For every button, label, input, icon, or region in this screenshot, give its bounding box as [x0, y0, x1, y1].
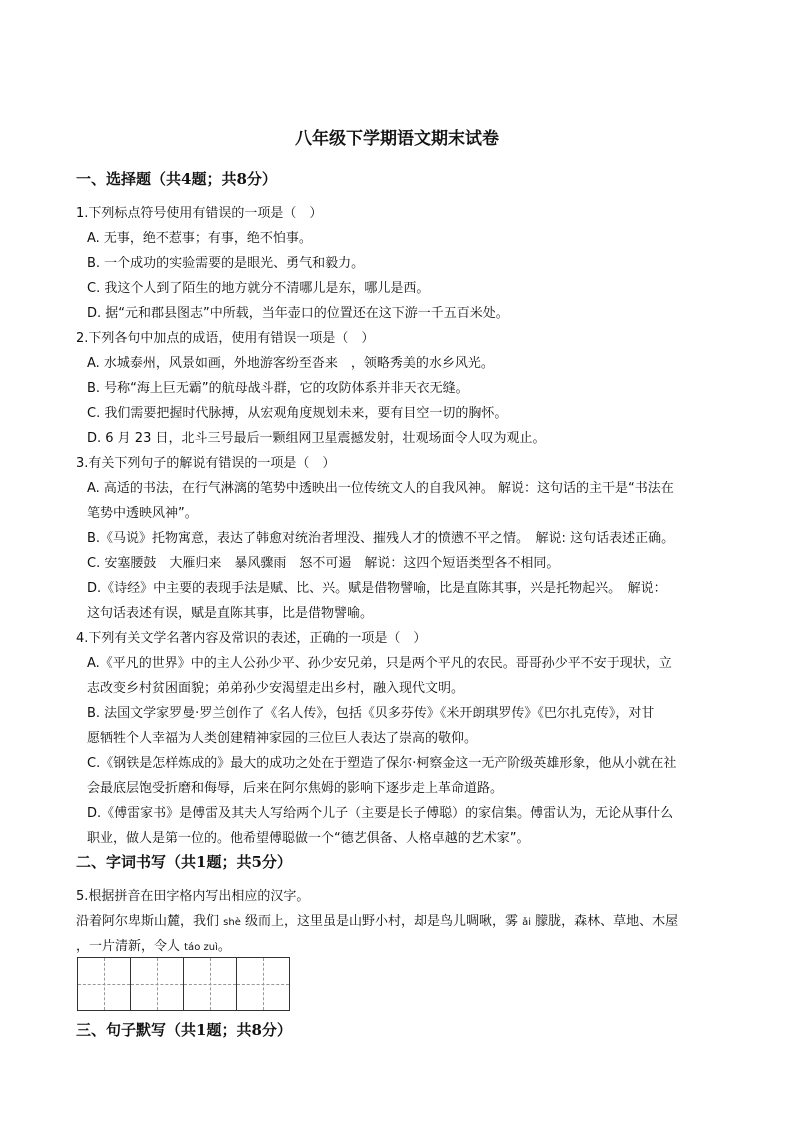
question-3-option-b: B.《马说》托物寓意，表达了韩愈对统治者埋没、摧残人才的愤懑不平之情。 解说: 这句话表述正确。	[87, 531, 675, 546]
question-4-option-b: B. 法国文学家罗曼·罗兰创作了《名人传》，包括《贝多芬传》《米开朗琪罗传》《巴尔扎克传》，对甘	[87, 706, 655, 721]
passage-text: 沿着阿尔卑斯山麓，我们	[76, 914, 224, 929]
passage-text: 级而上，这里虽是山野小村，却是鸟儿啁啾，雾	[240, 914, 523, 929]
question-1-option-c: C. 我这个人到了陌生的地方就分不清哪儿是东，哪儿是西。	[87, 281, 430, 296]
question-4-option-b-cont: 愿牺牲个人幸福为人类创建精神家园的三位巨人表达了崇高的敬仰。	[87, 731, 478, 746]
question-5-passage-line-1	[76, 910, 678, 929]
question-4-option-c-cont: 会最底层饱受折磨和侮辱，后来在阿尔焦姆的影响下逐步走上革命道路。	[87, 781, 504, 796]
tianzige-cell[interactable]	[130, 957, 184, 1011]
question-2-option-c: C. 我们需要把握时代脉搏，从宏观角度规划未来，要有目空一切的胸怀。	[87, 406, 508, 421]
question-3-stem: 3.有关下列句子的解说有错误的一项是（ ）	[76, 456, 336, 471]
question-1-option-b: B. 一个成功的实验需要的是眼光、勇气和毅力。	[87, 256, 365, 271]
question-1-stem: 1.下列标点符号使用有错误的一项是（ ）	[76, 206, 323, 221]
question-4-option-a-cont: 志改变乡村贫困面貌；弟弟孙少安渴望走出乡村，融入现代文明。	[87, 681, 465, 696]
question-1-option-d: D. 据“元和郡县图志”中所载，当年壶口的位置还在这下游一千五百米处。	[87, 306, 509, 321]
passage-text: 。	[217, 939, 231, 954]
question-4-option-d-cont: 职业，做人是第一位的。他希望傅聪做一个“德艺俱备、人格卓越的艺术家”。	[87, 831, 530, 846]
question-5-passage-line-2	[76, 935, 231, 954]
question-2-option-b: B. 号称“海上巨无霸”的航母战斗群，它的攻防体系并非天衣无缝。	[87, 381, 469, 396]
question-3-option-a: A. 高适的书法，在行气淋漓的笔势中透映出一位传统文人的自我风神。 解说：这句话的主干是“书法在	[87, 481, 674, 496]
pinyin-she: shè	[223, 917, 241, 928]
passage-text: ，一片清新，令人	[76, 939, 185, 954]
pinyin-taozui: táo zuì	[184, 942, 218, 953]
question-1-option-a: A. 无事，绝不惹事；有事，绝不怕事。	[87, 231, 312, 246]
passage-text: 朦胧，森林、草地、木屋	[531, 914, 679, 929]
tianzige-cell[interactable]	[77, 957, 131, 1011]
question-4-stem: 4.下列有关文学名著内容及常识的表述，正确的一项是（ ）	[76, 631, 427, 646]
tianzige-cell[interactable]	[236, 957, 290, 1011]
question-4-option-c: C.《钢铁是怎样炼成的》最大的成功之处在于塑造了保尔·柯察金这一无产阶级英雄形象，他从小就在社	[87, 756, 677, 771]
section-heading-writing: 二、字词书写（共1题；共5分）	[76, 853, 292, 871]
question-4-option-d: D.《傅雷家书》是傅雷及其夫人写给两个儿子（主要是长子傅聪）的家信集。傅雷认为，无论从事什么	[87, 806, 674, 821]
question-2-stem: 2.下列各句中加点的成语，使用有错误一项是（ ）	[76, 331, 375, 346]
question-3-option-d: D.《诗经》中主要的表现手法是赋、比、兴。赋是借物譬喻，比是直陈其事，兴是托物起兴。 解说：	[87, 581, 667, 596]
question-2-option-d: D. 6 月 23 日，北斗三号最后一颗组网卫星震撼发射，壮观场面令人叹为观止。	[87, 431, 546, 446]
question-2-option-a: A. 水城泰州，风景如画，外地游客纷至沓来 ，领略秀美的水乡风光。	[87, 356, 494, 371]
section-heading-dictation: 三、句子默写（共1题；共8分）	[76, 1021, 292, 1039]
pinyin-ai: ǎi	[522, 917, 532, 928]
tianzige-grid	[77, 957, 289, 1011]
question-4-option-a: A.《平凡的世界》中的主人公孙少平、孙少安兄弟，只是两个平凡的农民。哥哥孙少平不安于现状，立	[87, 656, 672, 671]
question-3-option-a-cont: 笔势中透映风神”。	[87, 506, 198, 521]
page-title: 八年级下学期语文期末试卷	[295, 129, 499, 149]
question-5-stem: 5.根据拼音在田字格内写出相应的汉字。	[76, 889, 310, 904]
question-3-option-c: C. 安塞腰鼓 大雁归来 暴风骤雨 怒不可遏 解说：这四个短语类型各不相同。	[87, 556, 560, 571]
question-3-option-d-cont: 这句话表述有误，赋是直陈其事，比是借物譬喻。	[87, 606, 374, 621]
section-heading-choice: 一、选择题（共4题；共8分）	[76, 170, 277, 188]
tianzige-cell[interactable]	[183, 957, 237, 1011]
